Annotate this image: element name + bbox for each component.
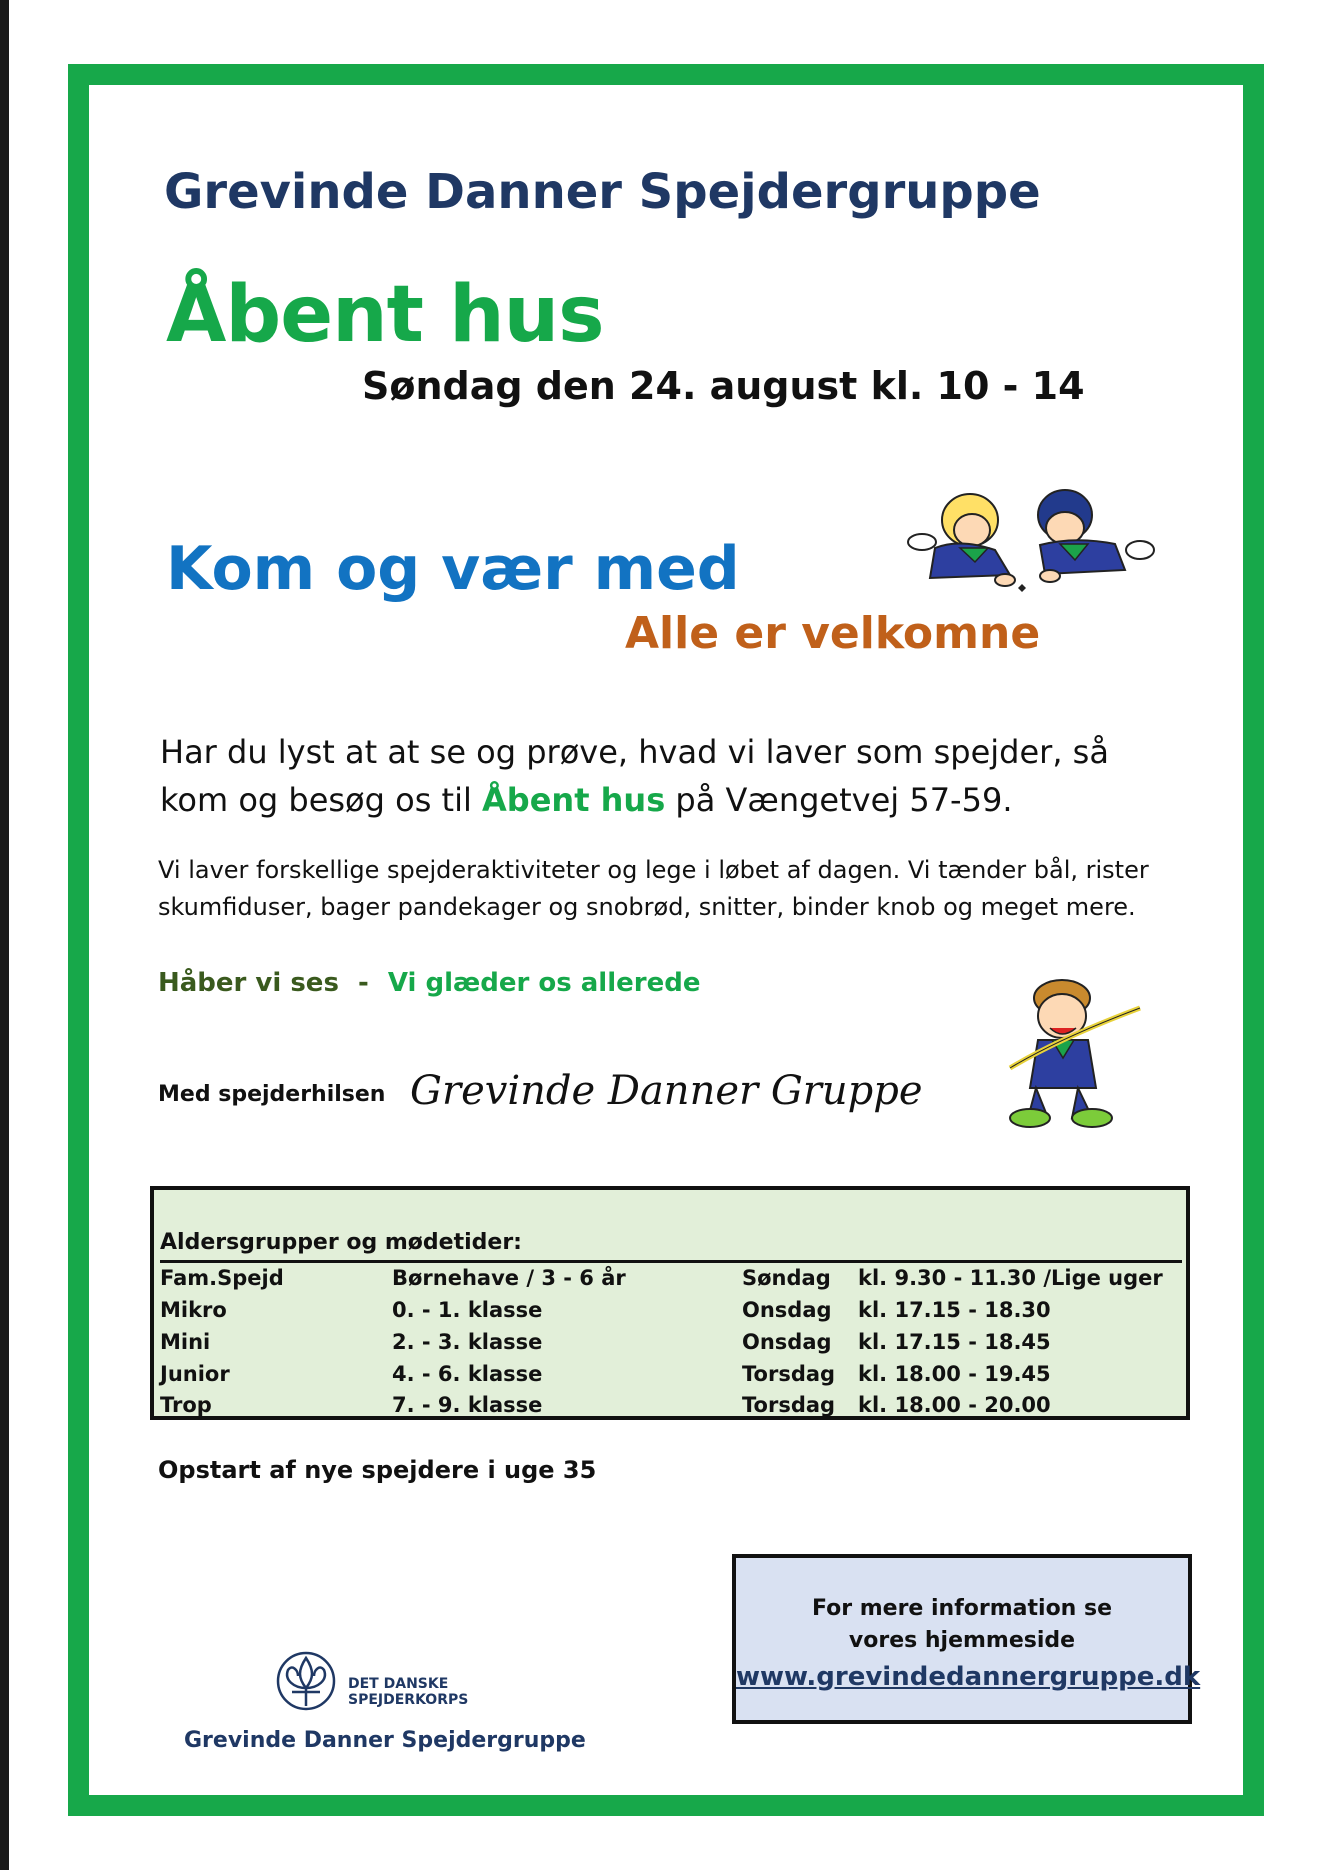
age-cell: 0. - 1. klasse [392,1298,543,1322]
event-date: Søndag den 24. august kl. 10 - 14 [362,364,1085,408]
schedule-table [150,1186,1190,1420]
day-cell: Onsdag [742,1298,832,1322]
closing-line [158,968,700,998]
intro-line-2-end: på Vængetvej 57-59. [665,781,1013,819]
group-cell: Mikro [160,1298,227,1322]
dash-text: - [357,968,369,998]
day-cell: Torsdag [742,1362,836,1386]
fleur-de-lis-logo-icon [268,1648,344,1714]
activities-line-2: skumfiduser, bager pandekager og snobrød, snitter, binder knob og meget mere. [158,893,1136,921]
website-link[interactable]: www.grevindedannergruppe.dk [736,1662,1201,1692]
age-cell: 4. - 6. klasse [392,1362,543,1386]
time-cell: kl. 17.15 - 18.30 [858,1298,1051,1322]
age-cell: Børnehave / 3 - 6 år [392,1266,626,1290]
time-cell: kl. 18.00 - 20.00 [858,1393,1051,1417]
event-title: Åbent hus [166,270,604,360]
group-cell: Junior [160,1362,230,1386]
intro-highlight: Åbent hus [482,781,666,819]
intro-paragraph [160,728,1109,824]
group-cell: Mini [160,1330,211,1354]
welcome-subline: Alle er velkomne [625,608,1041,659]
scout-with-rope-illustration [1000,968,1150,1128]
greeting-text: Med spejderhilsen [158,1082,386,1107]
page-edge-strip [0,0,9,1870]
age-cell: 7. - 9. klasse [392,1393,543,1417]
logo-line-1: DET DANSKE [348,1676,449,1692]
activities-line-1: Vi laver forskellige spejderaktiviteter og lege i løbet af dagen. Vi tænder bål, rister [158,856,1149,884]
intro-line-2-start: kom og besøg os til [160,781,483,819]
intro-line-2 [160,776,1109,824]
group-cell: Fam.Spejd [160,1266,284,1290]
organization-title: Grevinde Danner Spejdergruppe [164,164,1041,220]
age-cell: 2. - 3. klasse [392,1330,543,1354]
logo-line-2: SPEJDERKORPS [348,1692,469,1708]
schedule-title: Aldersgrupper og mødetider: [160,1230,1182,1263]
time-cell: kl. 17.15 - 18.45 [858,1330,1051,1354]
start-note: Opstart af nye spejdere i uge 35 [158,1456,597,1484]
footer-organization-name: Grevinde Danner Spejdergruppe [184,1728,586,1753]
invite-headline: Kom og vær med [166,534,740,604]
info-line-1: For mere information se [811,1596,1113,1621]
day-cell: Torsdag [742,1393,836,1417]
signature-text: Grevinde Danner Gruppe [410,1068,923,1114]
glad-text: Vi glæder os allerede [387,968,701,998]
intro-line-1: Har du lyst at at se og prøve, hvad vi laver som spejder, så [160,733,1109,771]
day-cell: Søndag [742,1266,831,1290]
day-cell: Onsdag [742,1330,832,1354]
time-cell: kl. 9.30 - 11.30 /Lige uger [858,1266,1163,1290]
time-cell: kl. 18.00 - 19.45 [858,1362,1051,1386]
logo-text [348,1676,468,1708]
info-box [732,1554,1201,1724]
crawling-scouts-illustration [900,470,1160,600]
activities-paragraph [158,852,1149,926]
hope-text: Håber vi ses [158,968,339,998]
group-cell: Trop [160,1393,212,1417]
info-line-2: vores hjemmeside [848,1628,1076,1653]
